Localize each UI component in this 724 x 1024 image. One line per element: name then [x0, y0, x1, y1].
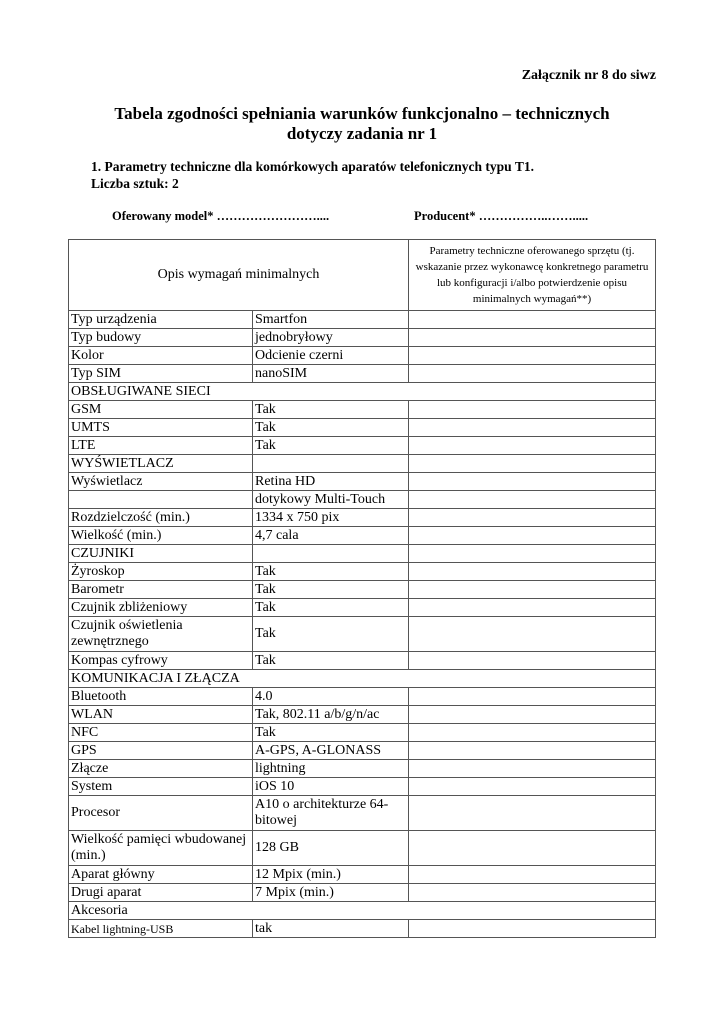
- offer-cell: [409, 491, 656, 509]
- offer-cell: [409, 473, 656, 491]
- requirement-cell: Bluetooth: [69, 688, 253, 706]
- offer-cell: [409, 724, 656, 742]
- offer-cell: [409, 401, 656, 419]
- table-row: [69, 760, 656, 778]
- value-cell: A-GPS, A-GLONASS: [253, 742, 409, 760]
- table-row: [69, 437, 656, 455]
- offer-cell: [409, 920, 656, 938]
- quantity-line: Liczba sztuk: 2: [91, 176, 179, 191]
- table-row: [69, 706, 656, 724]
- table-row: [69, 311, 656, 329]
- section-title: KOMUNIKACJA I ZŁĄCZA: [69, 670, 656, 688]
- value-cell: Tak: [253, 401, 409, 419]
- offer-cell: [409, 527, 656, 545]
- offer-cell: [409, 311, 656, 329]
- table-row: [69, 401, 656, 419]
- table-row: [69, 563, 656, 581]
- offer-cell: [409, 419, 656, 437]
- value-cell: nanoSIM: [253, 365, 409, 383]
- table-row: [69, 778, 656, 796]
- value-cell: dotykowy Multi-Touch: [253, 491, 409, 509]
- offer-cell: [409, 581, 656, 599]
- offer-cell: [409, 617, 656, 652]
- requirement-cell: Żyroskop: [69, 563, 253, 581]
- requirement-cell: GPS: [69, 742, 253, 760]
- offer-cell: [409, 563, 656, 581]
- offer-cell: [409, 652, 656, 670]
- requirement-cell: Typ budowy: [69, 329, 253, 347]
- section-heading: 1. Parametry techniczne dla komórkowych aparatów telefonicznych typu T1.: [91, 159, 534, 174]
- value-cell: Tak: [253, 724, 409, 742]
- producer-field: Producent* ……………..…….....: [414, 209, 589, 223]
- requirement-cell: Kolor: [69, 347, 253, 365]
- offer-cell: [409, 545, 656, 563]
- offer-cell: [409, 455, 656, 473]
- requirement-cell: WLAN: [69, 706, 253, 724]
- value-cell: Odcienie czerni: [253, 347, 409, 365]
- table-row: [69, 866, 656, 884]
- section-title: WYŚWIETLACZ: [69, 455, 253, 473]
- requirement-cell: UMTS: [69, 419, 253, 437]
- attachment-label: Załącznik nr 8 do siwz: [521, 68, 656, 83]
- section-row: [69, 670, 656, 688]
- requirement-cell: LTE: [69, 437, 253, 455]
- requirement-cell: Aparat główny: [69, 866, 253, 884]
- table-row: [69, 831, 656, 866]
- section-row: [69, 455, 656, 473]
- document-subtitle: dotyczy zadania nr 1: [286, 124, 438, 143]
- value-cell: Tak: [253, 617, 409, 652]
- offered-model-field: Oferowany model* ……………………....: [112, 209, 330, 223]
- requirement-cell: Kompas cyfrowy: [69, 652, 253, 670]
- value-cell: [253, 455, 409, 473]
- value-cell: 4.0: [253, 688, 409, 706]
- value-cell: iOS 10: [253, 778, 409, 796]
- value-cell: 4,7 cala: [253, 527, 409, 545]
- offer-cell: [409, 742, 656, 760]
- table-row: [69, 796, 656, 831]
- compliance-table: [68, 239, 656, 938]
- table-body: [69, 311, 656, 938]
- requirement-cell: Czujnik zbliżeniowy: [69, 599, 253, 617]
- table-row: [69, 884, 656, 902]
- requirement-cell: Typ urządzenia: [69, 311, 253, 329]
- table-row: [69, 599, 656, 617]
- value-cell: Tak: [253, 563, 409, 581]
- table-row: [69, 491, 656, 509]
- table-row: [69, 347, 656, 365]
- offer-cell: [409, 796, 656, 831]
- table-row: [69, 920, 656, 938]
- requirement-cell: NFC: [69, 724, 253, 742]
- value-cell: 1334 x 750 pix: [253, 509, 409, 527]
- offer-cell: [409, 329, 656, 347]
- offer-cell: [409, 365, 656, 383]
- value-cell: 12 Mpix (min.): [253, 866, 409, 884]
- value-cell: lightning: [253, 760, 409, 778]
- requirement-cell: Procesor: [69, 796, 253, 831]
- requirement-cell: Kabel lightning-USB: [69, 920, 253, 938]
- value-cell: A10 o architekturze 64-bitowej: [253, 796, 409, 831]
- section-row: [69, 902, 656, 920]
- value-cell: Tak: [253, 437, 409, 455]
- requirement-cell: Wielkość pamięci wbudowanej (min.): [69, 831, 253, 866]
- section-title: Akcesoria: [69, 902, 656, 920]
- table-row: [69, 329, 656, 347]
- requirement-cell: [69, 491, 253, 509]
- value-cell: Tak: [253, 581, 409, 599]
- offer-cell: [409, 760, 656, 778]
- value-cell: 128 GB: [253, 831, 409, 866]
- requirement-cell: Barometr: [69, 581, 253, 599]
- section-title: CZUJNIKI: [69, 545, 253, 563]
- table-row: [69, 742, 656, 760]
- document-title: Tabela zgodności spełniania warunków funkcjonalno – technicznych: [114, 104, 610, 123]
- value-cell: jednobryłowy: [253, 329, 409, 347]
- offer-cell: [409, 688, 656, 706]
- header-minimum-requirements: Opis wymagań minimalnych: [69, 240, 409, 311]
- table-row: [69, 365, 656, 383]
- table-row: [69, 652, 656, 670]
- value-cell: [253, 545, 409, 563]
- offer-cell: [409, 884, 656, 902]
- table-row: [69, 509, 656, 527]
- offer-cell: [409, 599, 656, 617]
- requirement-cell: Wielkość (min.): [69, 527, 253, 545]
- table-row: [69, 419, 656, 437]
- table-row: [69, 527, 656, 545]
- offer-cell: [409, 347, 656, 365]
- requirement-cell: Złącze: [69, 760, 253, 778]
- requirement-cell: Czujnik oświetlenia zewnętrznego: [69, 617, 253, 652]
- offer-cell: [409, 437, 656, 455]
- value-cell: Smartfon: [253, 311, 409, 329]
- value-cell: tak: [253, 920, 409, 938]
- offer-cell: [409, 778, 656, 796]
- requirement-cell: Typ SIM: [69, 365, 253, 383]
- table-row: [69, 473, 656, 491]
- header-offered-parameters: Parametry techniczne oferowanego sprzętu (tj. wskazanie przez wykonawcę konkretnego parametru lub konfiguracji i/albo potwierdzenie opisu minimalnych wymagań**): [409, 240, 656, 311]
- offer-cell: [409, 831, 656, 866]
- offer-cell: [409, 509, 656, 527]
- value-cell: Tak: [253, 419, 409, 437]
- offer-cell: [409, 706, 656, 724]
- requirement-cell: Rozdzielczość (min.): [69, 509, 253, 527]
- requirement-cell: GSM: [69, 401, 253, 419]
- requirement-cell: System: [69, 778, 253, 796]
- value-cell: Tak: [253, 599, 409, 617]
- value-cell: Retina HD: [253, 473, 409, 491]
- section-row: [69, 545, 656, 563]
- offer-cell: [409, 866, 656, 884]
- section-row: [69, 383, 656, 401]
- value-cell: Tak: [253, 652, 409, 670]
- requirement-cell: Drugi aparat: [69, 884, 253, 902]
- value-cell: 7 Mpix (min.): [253, 884, 409, 902]
- table-row: [69, 688, 656, 706]
- table-row: [69, 581, 656, 599]
- requirement-cell: Wyświetlacz: [69, 473, 253, 491]
- table-row: [69, 617, 656, 652]
- value-cell: Tak, 802.11 a/b/g/n/ac: [253, 706, 409, 724]
- section-title: OBSŁUGIWANE SIECI: [69, 383, 656, 401]
- table-row: [69, 724, 656, 742]
